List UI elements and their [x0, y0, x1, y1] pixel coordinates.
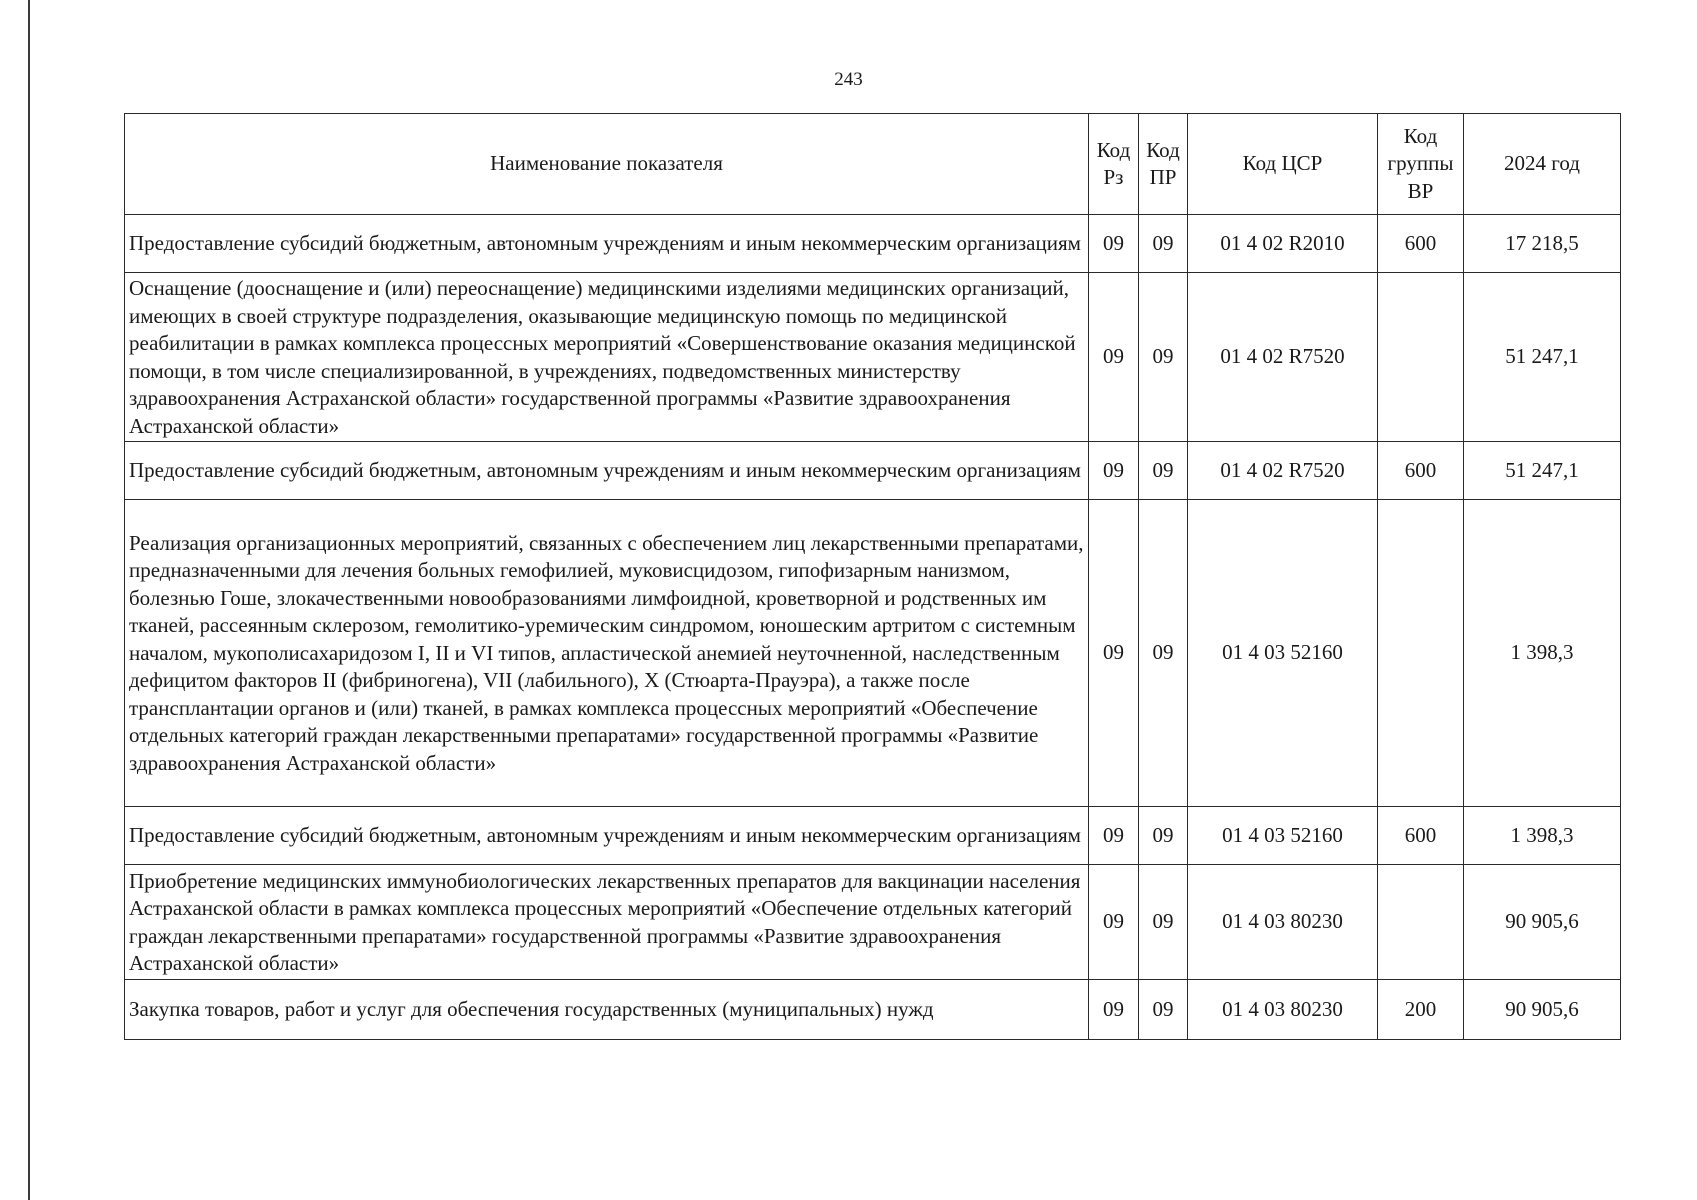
row-rz: 09	[1089, 500, 1139, 807]
row-vr: 600	[1378, 215, 1464, 273]
row-vr	[1378, 500, 1464, 807]
header-vr: Код группы ВР	[1378, 114, 1464, 215]
row-pr: 09	[1139, 807, 1188, 865]
row-csr: 01 4 03 80230	[1188, 865, 1378, 980]
row-name: Предоставление субсидий бюджетным, автономным учреждениям и иным некоммерческим организациям	[125, 807, 1089, 865]
row-pr: 09	[1139, 865, 1188, 980]
table-header-row	[125, 114, 1621, 215]
row-csr: 01 4 02 R2010	[1188, 215, 1378, 273]
row-amount: 1 398,3	[1464, 807, 1621, 865]
row-vr: 600	[1378, 442, 1464, 500]
row-name: Оснащение (дооснащение и (или) переоснащение) медицинскими изделиями медицинских организаций, имеющих в своей структуре подразделения, оказывающие медицинскую помощь по медицинской реабилитации в рамках комплекса процессных мероприятий «Совершенствование оказания медицинской помощи, в том числе специализированной, в учреждениях, подведомственных министерству здравоохранения Астраханской области» государственной программы «Развитие здравоохранения Астраханской области»	[125, 273, 1089, 442]
binding-margin-line	[28, 0, 30, 1200]
row-amount: 90 905,6	[1464, 865, 1621, 980]
header-csr: Код ЦСР	[1188, 114, 1378, 215]
row-csr: 01 4 03 80230	[1188, 980, 1378, 1040]
row-pr: 09	[1139, 442, 1188, 500]
row-rz: 09	[1089, 442, 1139, 500]
row-name: Реализация организационных мероприятий, связанных с обеспечением лиц лекарственными препаратами, предназначенными для лечения больных гемофилией, муковисцидозом, гипофизарным нанизмом, болезнью Гоше, злокачественными новообразованиями лимфоидной, кроветворной и родственных им тканей, рассеянным склерозом, гемолитико-уремическим синдромом, юношеским артритом с системным началом, мукополисахаридозом I, II и VI типов, апластической анемией неуточненной, наследственным дефицитом факторов II (фибриногена), VII (лабильного), X (Стюарта-Прауэра), а также после трансплантации органов и (или) тканей, в рамках комплекса процессных мероприятий «Обеспечение отдельных категорий граждан лекарственными препаратами» государственной программы «Развитие здравоохранения Астраханской области»	[125, 500, 1089, 807]
row-pr: 09	[1139, 980, 1188, 1040]
row-amount: 1 398,3	[1464, 500, 1621, 807]
row-name: Предоставление субсидий бюджетным, автономным учреждениям и иным некоммерческим организациям	[125, 442, 1089, 500]
row-name: Приобретение медицинских иммунобиологических лекарственных препаратов для вакцинации населения Астраханской области в рамках комплекса процессных мероприятий «Обеспечение отдельных категорий граждан лекарственными препаратами» государственной программы «Развитие здравоохранения Астраханской области»	[125, 865, 1089, 980]
row-csr: 01 4 02 R7520	[1188, 273, 1378, 442]
table-row	[125, 273, 1621, 442]
row-rz: 09	[1089, 807, 1139, 865]
row-csr: 01 4 03 52160	[1188, 500, 1378, 807]
row-pr: 09	[1139, 215, 1188, 273]
row-rz: 09	[1089, 865, 1139, 980]
table-row	[125, 865, 1621, 980]
row-vr	[1378, 273, 1464, 442]
row-amount: 90 905,6	[1464, 980, 1621, 1040]
row-vr: 200	[1378, 980, 1464, 1040]
table-row	[125, 442, 1621, 500]
table-row	[125, 500, 1621, 807]
row-pr: 09	[1139, 273, 1188, 442]
page-number: 243	[834, 69, 863, 90]
row-csr: 01 4 03 52160	[1188, 807, 1378, 865]
row-vr	[1378, 865, 1464, 980]
row-pr: 09	[1139, 500, 1188, 807]
row-name: Предоставление субсидий бюджетным, автономным учреждениям и иным некоммерческим организациям	[125, 215, 1089, 273]
header-pr: Код ПР	[1139, 114, 1188, 215]
header-rz: Код Рз	[1089, 114, 1139, 215]
header-name: Наименование показателя	[125, 114, 1089, 215]
table-row	[125, 215, 1621, 273]
row-csr: 01 4 02 R7520	[1188, 442, 1378, 500]
row-name: Закупка товаров, работ и услуг для обеспечения государственных (муниципальных) нужд	[125, 980, 1089, 1040]
table-row	[125, 980, 1621, 1040]
row-rz: 09	[1089, 215, 1139, 273]
row-vr: 600	[1378, 807, 1464, 865]
row-rz: 09	[1089, 273, 1139, 442]
row-rz: 09	[1089, 980, 1139, 1040]
row-amount: 51 247,1	[1464, 273, 1621, 442]
table-row	[125, 807, 1621, 865]
budget-table	[124, 113, 1621, 1040]
row-amount: 51 247,1	[1464, 442, 1621, 500]
row-amount: 17 218,5	[1464, 215, 1621, 273]
header-year: 2024 год	[1464, 114, 1621, 215]
